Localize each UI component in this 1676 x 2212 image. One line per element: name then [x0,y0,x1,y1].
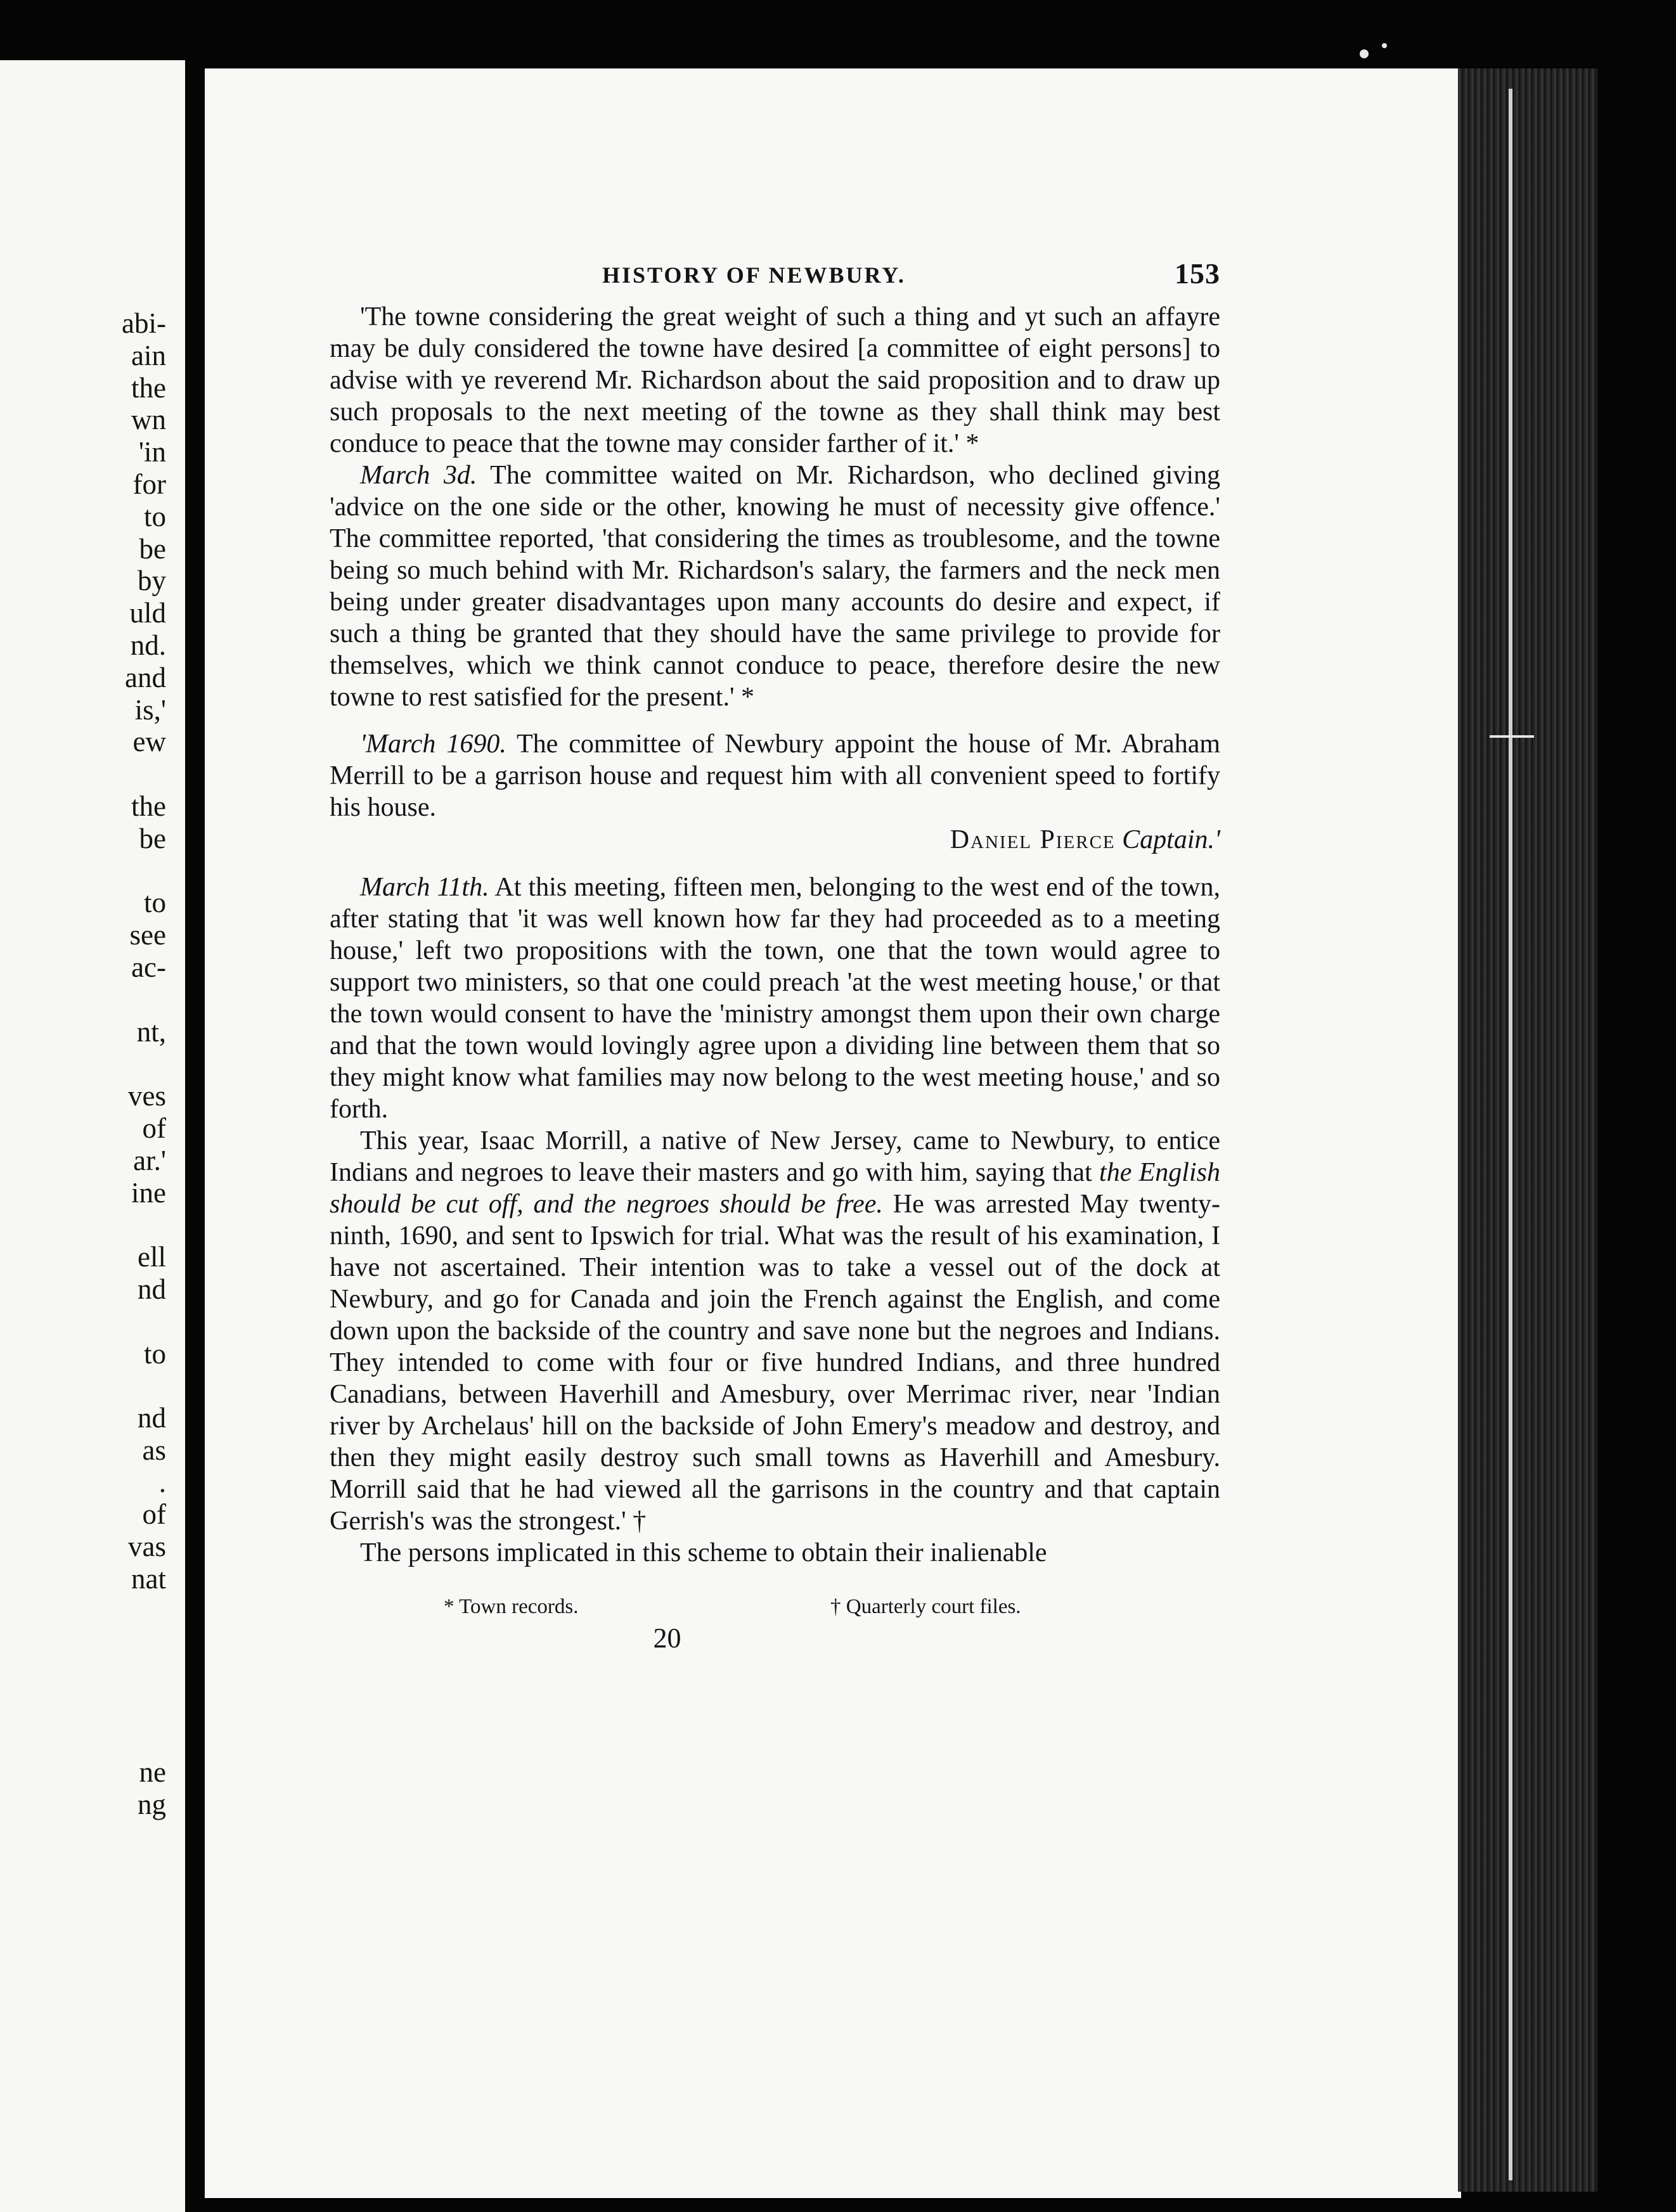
left-page-fragment-line: is,' [134,693,166,726]
left-page-fragment-line [14,1209,166,1241]
left-page-fragment-line: nd. [130,629,166,661]
left-page-fragment-line: of [142,1112,166,1144]
paragraph-3 [330,728,1220,823]
left-page-fragment-line: vas [128,1531,166,1563]
paragraph-4-date: March 11th. [360,873,489,902]
left-page-fragment-line: to [143,500,166,532]
fore-edge-highlight [1509,89,1512,2180]
page-number: 153 [1175,257,1220,290]
left-page-fragment-line: the [131,371,166,404]
left-page-fragment-line [14,1659,166,1692]
left-page-fragment-line: be [139,532,166,565]
left-page-fragment-line [14,1692,166,1724]
left-page-fragment-line: abi- [122,307,166,339]
left-page-fragment-line: nat [131,1563,166,1595]
left-page-fragment-line: ell [138,1241,166,1273]
left-page-fragment-line: the [131,790,166,822]
left-page-fragment-line: wn [131,404,166,436]
paragraph-6: The persons implicated in this scheme to obtain their inalienable [360,1538,1047,1567]
left-page-fragment-line: as [142,1434,166,1466]
paragraph-5 [330,1125,1220,1537]
left-page-fragment-line: be [139,822,166,854]
page-text-block [330,257,1220,1654]
left-page-fragment-line: nt, [136,1015,166,1048]
footnote-court-files: † Quarterly court files. [830,1595,1021,1618]
left-page-fragment-line: . [158,1466,166,1498]
left-page-fragment-line: by [138,565,166,597]
signature-name: Daniel Pierce [950,825,1116,854]
left-page-fragment-line [14,1370,166,1402]
left-page-fragment-line [14,1724,166,1756]
left-page-fragment-line: for [132,468,166,500]
paragraph-4 [330,871,1220,1125]
left-page-fragment-line: ne [139,1756,166,1788]
paragraph-2-text: The committee waited on Mr. Richardson, who declined giving 'advice on the one side or the other, knowing he must of necessity give offence.' The committee reported, 'that considering the times as troublesome, and the towne being so much behind with Mr. Richardson's salary, the farmers and the neck men being under greater disadvantages upon many accounts do desire and expect, if such a thing be granted that they should have the same privilege to provide for themselves, which we think cannot conduce to peace, therefore desire the new towne to rest satisfied for the present.' * [330,461,1220,712]
book-fore-edge [1458,68,1597,2192]
paragraph-1: 'The towne considering the great weight of such a thing and yt such an affayre may be duly considered the towne have desired [a committee of eight persons] to advise with ye reverend Mr. Richardson about the said proposition and to draw up such proposals to the next meeting of the towne as they shall think may best conduce to peace that the towne may consider farther of it.' * [330,302,1220,458]
left-page-fragment-line [14,984,166,1016]
printer-signature-mark: 20 [653,1623,681,1654]
left-page-fragment-line [14,758,166,790]
left-page-fragment-line: ine [131,1176,166,1209]
left-page-fragment-line: uld [129,597,166,629]
paragraph-3-date: 'March 1690. [360,730,506,759]
left-page-fragment-line: ac- [131,951,166,983]
paragraph-5-text-a: This year, Isaac Morrill, a native of New Jersey, came to Newbury, to entice Indians and negroes to leave their masters and go with him, saying that [330,1126,1220,1187]
left-page-text [14,307,166,1820]
paragraph-5-text-b: He was arrested May twenty-ninth, 1690, and sent to Ipswich for trial. What was the result of his examination, I have not ascertained. Their intention was to take a vessel out of the dock at Newbury, and go for Canada and join the French against the English, and come down upon the backside of the country and save none but the negroes and Indians. They intended to come with four or five hundred Indians, and three hundred Canadians, between Haverhill and Amesbury, over Merrimac river, near 'Indian river by Archelaus' hill on the backside of John Emery's meadow and destroy, and then they might easily destroy such small towns as Haverhill and Amesbury. Morrill said that he had viewed all the garrisons in the country and that captain Gerrish's was the strongest.' † [330,1190,1221,1536]
left-page-fragment-line: to [143,1337,166,1370]
left-page-fragment-line: nd [138,1273,166,1305]
paragraph-2 [330,460,1220,713]
left-page-fragment-line: ng [138,1788,166,1820]
left-page-fragment-line [14,855,166,887]
left-page-fragment-line: ew [132,726,166,758]
running-head [330,257,1220,301]
left-page-fragment-line: to [143,887,166,919]
left-page-fragment-line [14,1048,166,1080]
left-page-fragment-line: of [142,1498,166,1531]
paragraph-2-date: March 3d. [360,461,477,490]
paragraph-3-text: The committee of Newbury appoint the house of Mr. Abraham Merrill to be a garrison house and request him with all convenient speed to fortify his house. [330,730,1221,822]
signature [330,823,1220,856]
left-page-fragment-line: ves [128,1080,166,1112]
left-page-fragment-line: nd [138,1402,166,1434]
left-page-fragment-line: 'in [138,436,166,468]
scan-dot [1382,43,1387,48]
left-page-fragment-line: see [129,919,166,951]
left-page-fragment-line: ain [131,339,166,371]
left-page-fragment-line [14,1306,166,1338]
edge-mark [1490,735,1534,738]
running-title: HISTORY OF NEWBURY. [602,262,906,288]
left-page-fragment-line: ar.' [133,1144,166,1176]
left-page-fragment-line: and [125,661,166,693]
left-page-fragment [0,60,185,2212]
footnote-town-records: * Town records. [444,1595,579,1618]
paragraph-5-quote: the English should be cut off, and the negroes should be free. [330,1158,1220,1219]
signature-title: Captain.' [1122,825,1220,854]
scan-dot [1360,49,1369,58]
paragraph-4-text: At this meeting, fifteen men, belonging to the west end of the town, after stating that 'it was well known how far they had proceeded as to a meeting house,' left two propositions with the town, one that the town would agree to support two ministers, so that one could preach 'at the west meeting house,' or that the town would consent to have the 'ministry amongst them upon their own charge and that the town would lovingly agree upon a dividing line between them that so they might know what families may now belong to the west meeting house,' and so forth. [330,873,1221,1124]
